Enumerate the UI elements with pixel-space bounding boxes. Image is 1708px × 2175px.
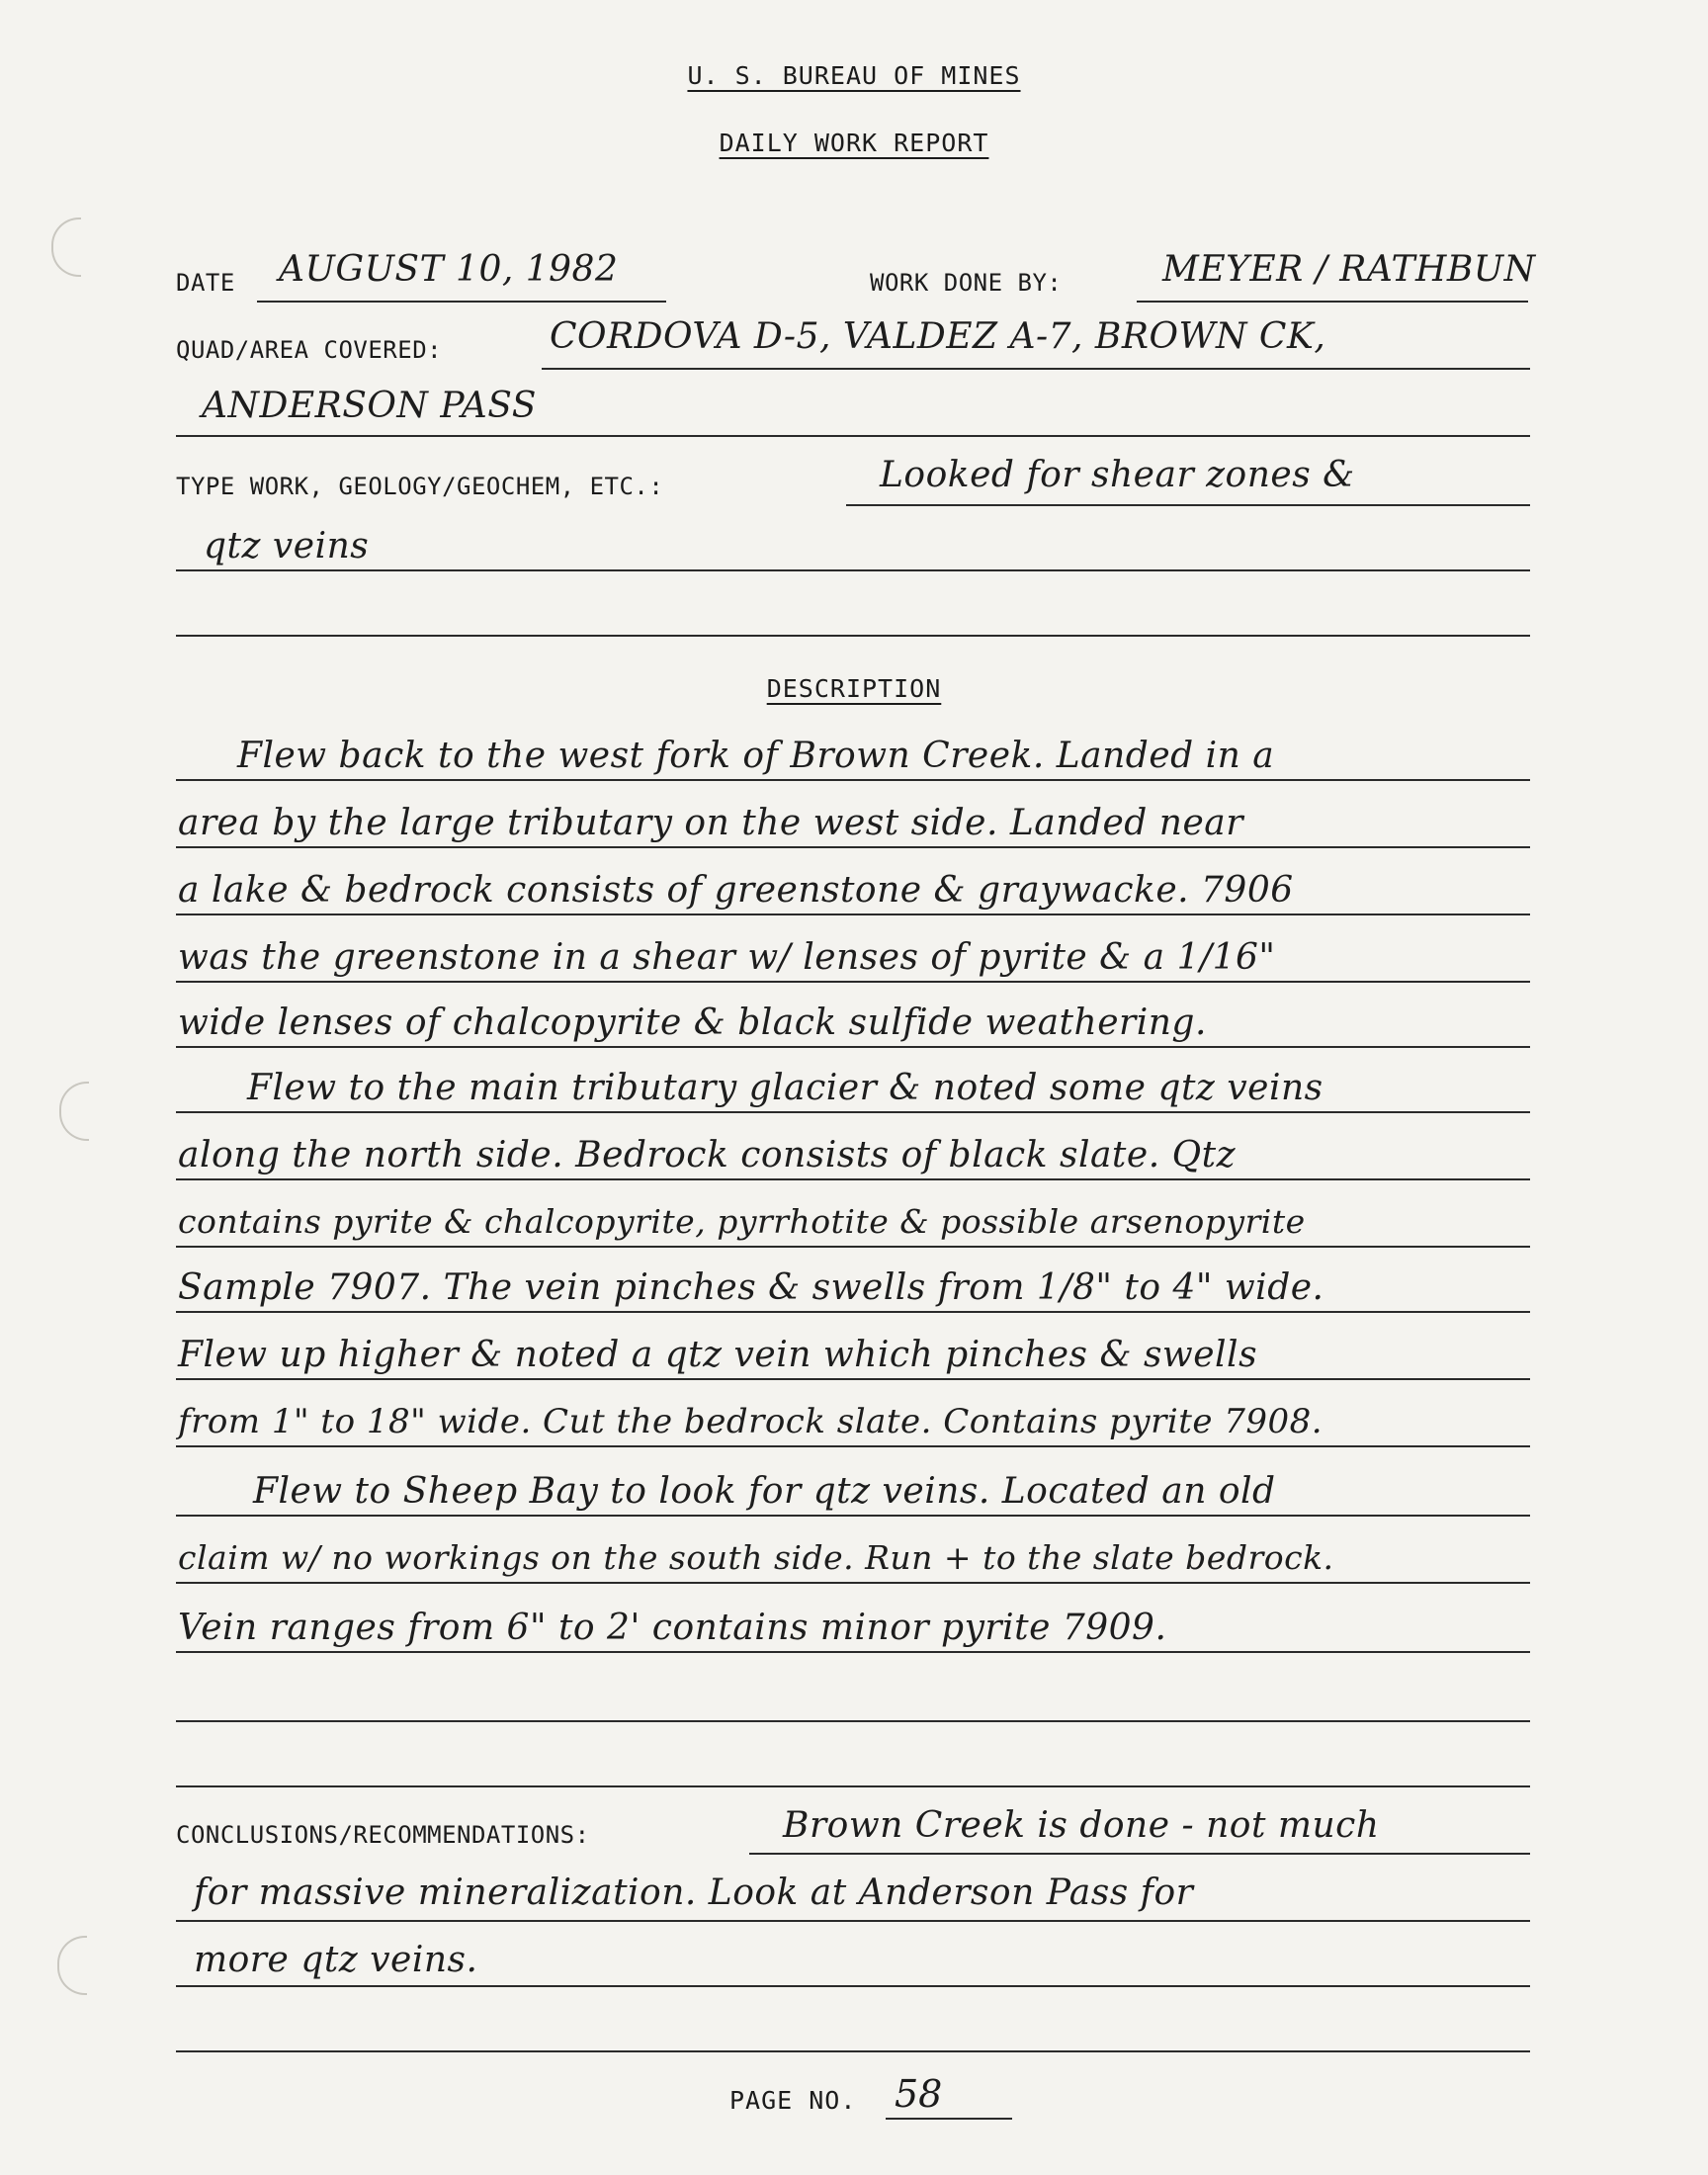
type-work-line-1 bbox=[846, 504, 1530, 506]
type-work-value-2: qtz veins bbox=[204, 526, 370, 566]
description-text-7: along the north side. Bedrock consists of black slate. Qtz bbox=[178, 1135, 1237, 1175]
page-number-value: 58 bbox=[895, 2072, 943, 2116]
date-label: DATE bbox=[176, 269, 235, 297]
conclusions-line-2 bbox=[176, 1920, 1530, 1922]
description-line-10 bbox=[176, 1378, 1530, 1380]
date-value: AUGUST 10, 1982 bbox=[279, 249, 619, 290]
description-line-3 bbox=[176, 914, 1530, 915]
description-line-7 bbox=[176, 1178, 1530, 1180]
page-number-line bbox=[886, 2118, 1012, 2120]
description-line-11 bbox=[176, 1445, 1530, 1447]
type-work-value-1: Looked for shear zones & bbox=[880, 455, 1355, 495]
description-text-13: claim w/ no workings on the south side. Run + to the slate bedrock. bbox=[178, 1538, 1334, 1577]
description-line-15 bbox=[176, 1720, 1530, 1722]
date-field-line bbox=[257, 301, 666, 303]
work-done-by-value: MEYER / RATHBUN bbox=[1162, 249, 1536, 290]
description-line-1 bbox=[176, 779, 1530, 781]
description-text-8: contains pyrite & chalcopyrite, pyrrhotite & possible arsenopyrite bbox=[178, 1202, 1306, 1241]
description-text-4: was the greenstone in a shear w/ lenses of pyrite & a 1/16" bbox=[178, 937, 1276, 978]
description-text-14: Vein ranges from 6" to 2' contains minor pyrite 7909. bbox=[178, 1608, 1167, 1648]
conclusions-label: CONCLUSIONS/RECOMMENDATIONS: bbox=[176, 1821, 590, 1849]
conclusions-line-3 bbox=[176, 1985, 1530, 1987]
agency-heading: U. S. BUREAU OF MINES bbox=[687, 61, 1021, 90]
description-text-5: wide lenses of chalcopyrite & black sulfide weathering. bbox=[178, 1002, 1207, 1043]
description-line-12 bbox=[176, 1515, 1530, 1517]
description-line-16 bbox=[176, 1785, 1530, 1787]
type-work-line-3 bbox=[176, 635, 1530, 637]
quad-area-label: QUAD/AREA COVERED: bbox=[176, 336, 443, 364]
conclusions-line-4 bbox=[176, 2050, 1530, 2052]
description-heading: DESCRIPTION bbox=[766, 674, 942, 703]
description-line-4 bbox=[176, 981, 1530, 983]
description-line-2 bbox=[176, 846, 1530, 848]
description-line-6 bbox=[176, 1111, 1530, 1113]
description-line-5 bbox=[176, 1046, 1530, 1048]
conclusions-text-2: for massive mineralization. Look at Anderson Pass for bbox=[194, 1872, 1194, 1913]
form-title: DAILY WORK REPORT bbox=[719, 129, 989, 157]
quad-area-value-2: ANDERSON PASS bbox=[202, 386, 537, 426]
conclusions-text-3: more qtz veins. bbox=[194, 1940, 478, 1980]
description-line-9 bbox=[176, 1311, 1530, 1313]
description-text-10: Flew up higher & noted a qtz vein which pinches & swells bbox=[178, 1335, 1258, 1375]
punch-hole-top bbox=[51, 218, 81, 277]
description-text-1: Flew back to the west fork of Brown Creek. Landed in a bbox=[237, 736, 1275, 776]
description-text-6: Flew to the main tributary glacier & noted some qtz veins bbox=[247, 1068, 1324, 1108]
description-text-2: area by the large tributary on the west side. Landed near bbox=[178, 803, 1243, 843]
quad-area-line-1 bbox=[542, 368, 1530, 370]
type-work-line-2 bbox=[176, 569, 1530, 571]
work-done-by-field-line bbox=[1137, 301, 1528, 303]
description-text-12: Flew to Sheep Bay to look for qtz veins. Located an old bbox=[253, 1471, 1276, 1512]
conclusions-line-1 bbox=[749, 1853, 1530, 1855]
description-text-3: a lake & bedrock consists of greenstone & graywacke. 7906 bbox=[178, 870, 1294, 911]
quad-area-value-1: CORDOVA D-5, VALDEZ A-7, BROWN CK, bbox=[550, 316, 1326, 357]
description-text-9: Sample 7907. The vein pinches & swells from 1/8" to 4" wide. bbox=[178, 1267, 1324, 1308]
description-line-13 bbox=[176, 1582, 1530, 1584]
conclusions-text-1: Brown Creek is done - not much bbox=[783, 1805, 1380, 1846]
description-line-8 bbox=[176, 1246, 1530, 1248]
type-work-label: TYPE WORK, GEOLOGY/GEOCHEM, ETC.: bbox=[176, 473, 664, 500]
description-text-11: from 1" to 18" wide. Cut the bedrock slate. Contains pyrite 7908. bbox=[178, 1402, 1324, 1441]
page-number-label: PAGE NO. bbox=[729, 2086, 857, 2115]
description-line-14 bbox=[176, 1651, 1530, 1653]
work-done-by-label: WORK DONE BY: bbox=[870, 269, 1063, 297]
quad-area-line-2 bbox=[176, 435, 1530, 437]
punch-hole-middle bbox=[59, 1082, 89, 1141]
punch-hole-bottom bbox=[57, 1936, 87, 1995]
